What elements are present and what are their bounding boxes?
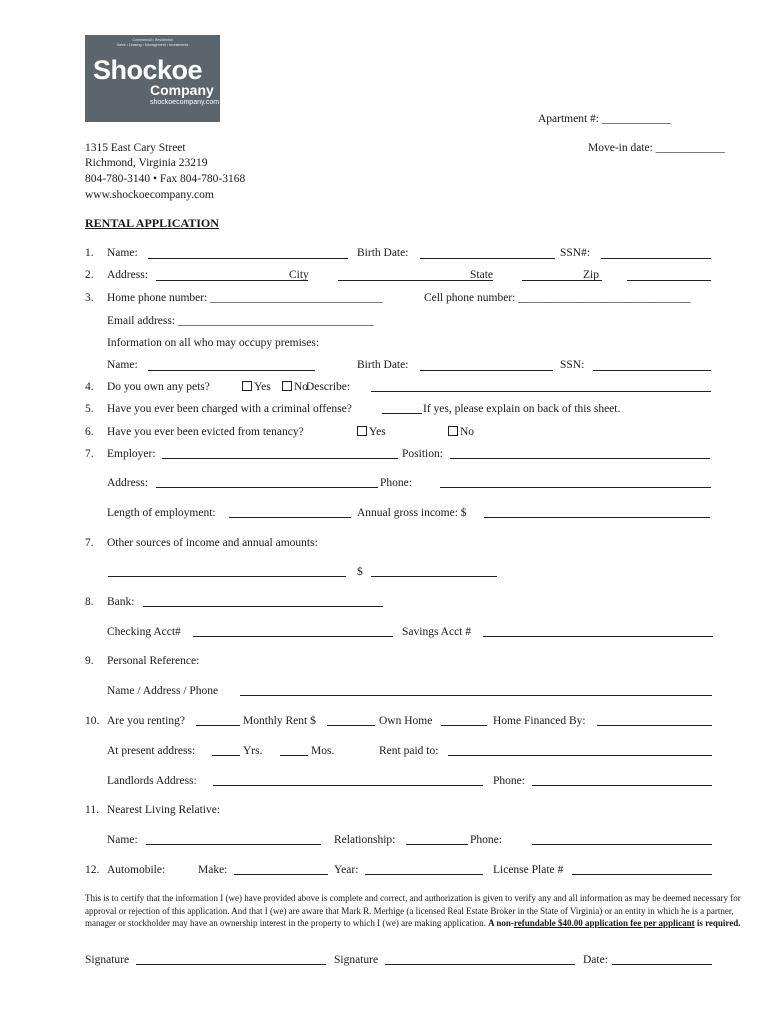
make-label: Make: bbox=[198, 864, 228, 876]
monthly-rent-label: Monthly Rent $ bbox=[243, 715, 316, 727]
address-field[interactable] bbox=[156, 280, 308, 281]
item-number: 9. bbox=[85, 655, 94, 667]
home-financed-field[interactable] bbox=[597, 725, 712, 726]
pets-describe-label: Describe: bbox=[306, 381, 351, 393]
occupant-name-label: Name: bbox=[107, 359, 138, 371]
company-phone-fax: 804-780-3140 • Fax 804-780-3168 bbox=[85, 173, 246, 185]
employer-address-label: Address: bbox=[107, 477, 148, 489]
address-label: Address: bbox=[107, 269, 148, 281]
checking-label: Checking Acct# bbox=[107, 626, 181, 638]
relationship-label: Relationship: bbox=[334, 834, 396, 846]
employer-phone-field[interactable] bbox=[440, 487, 711, 488]
relative-name-label: Name: bbox=[107, 834, 138, 846]
months-label: Mos. bbox=[311, 745, 335, 757]
cell-phone-field[interactable]: Cell phone number: ______________________________ bbox=[424, 292, 691, 304]
employer-address-field[interactable] bbox=[156, 487, 378, 488]
logo-url: shockoecompany.com bbox=[150, 99, 220, 106]
pets-describe-field[interactable] bbox=[371, 391, 711, 392]
eviction-yes-label: Yes bbox=[369, 426, 386, 438]
home-phone-field[interactable]: Home phone number: ______________________________ bbox=[107, 292, 383, 304]
relative-label: Nearest Living Relative: bbox=[107, 804, 221, 816]
ssn-field[interactable] bbox=[601, 258, 711, 259]
criminal-explain-text: If yes, please explain on back of this sheet. bbox=[423, 403, 621, 415]
savings-field[interactable] bbox=[483, 636, 713, 637]
checkbox-icon bbox=[448, 426, 458, 436]
relative-name-field[interactable] bbox=[146, 844, 321, 845]
city-label: City bbox=[289, 269, 309, 281]
automobile-label: Automobile: bbox=[107, 864, 166, 876]
signature-field-2[interactable] bbox=[385, 964, 575, 965]
renting-label: Are you renting? bbox=[107, 715, 185, 727]
home-financed-label: Home Financed By: bbox=[493, 715, 586, 727]
pets-no-label: No bbox=[294, 381, 309, 393]
years-field[interactable] bbox=[212, 755, 240, 756]
zip-label: Zip bbox=[583, 269, 599, 281]
item-number: 7. bbox=[85, 448, 94, 460]
checking-field[interactable] bbox=[193, 636, 393, 637]
fee-notice-c: is required. bbox=[694, 918, 741, 928]
item-number: 12. bbox=[85, 864, 100, 876]
eviction-question: Have you ever been evicted from tenancy? bbox=[107, 426, 304, 438]
state-label: State bbox=[470, 269, 493, 281]
occupant-birth-label: Birth Date: bbox=[357, 359, 409, 371]
fee-notice-b: refundable $40.00 application fee per applicant bbox=[513, 918, 695, 928]
reference-field[interactable] bbox=[240, 695, 712, 696]
zip-field[interactable] bbox=[627, 280, 711, 281]
bank-label: Bank: bbox=[107, 596, 135, 608]
name-label: Name: bbox=[107, 247, 138, 259]
relationship-field[interactable] bbox=[406, 844, 468, 845]
pets-yes-option[interactable] bbox=[242, 380, 271, 394]
company-address-line1: 1315 East Cary Street bbox=[85, 142, 186, 154]
license-plate-field[interactable] bbox=[572, 874, 712, 875]
item-number: 8. bbox=[85, 596, 94, 608]
relative-phone-field[interactable] bbox=[532, 844, 712, 845]
bank-field[interactable] bbox=[143, 606, 383, 607]
present-address-label: At present address: bbox=[107, 745, 196, 757]
rent-paid-field[interactable] bbox=[448, 755, 712, 756]
certification-text bbox=[85, 892, 755, 930]
pets-no-option[interactable] bbox=[282, 380, 308, 394]
date-label: Date: bbox=[583, 954, 608, 966]
other-income-label: Other sources of income and annual amounts: bbox=[107, 537, 318, 549]
employment-length-field[interactable] bbox=[229, 517, 351, 518]
item-number: 3. bbox=[85, 292, 94, 304]
landlord-address-field[interactable] bbox=[213, 785, 483, 786]
birth-date-label: Birth Date: bbox=[357, 247, 409, 259]
occupant-ssn-field[interactable] bbox=[593, 370, 711, 371]
checkbox-icon bbox=[282, 381, 292, 391]
occupant-birth-field[interactable] bbox=[420, 370, 553, 371]
company-logo bbox=[85, 35, 220, 122]
annual-income-field[interactable] bbox=[484, 517, 710, 518]
certification-body: This is to certify that the information I (we) have provided above is complete and correct, and authorization is given to verify any and all information as may be deemed necessary for approval or rejection of this application. And that I (we) are aware that Mark R. Merhige (a licensed Real Estate Broker in the State of Virginia) or an entity in which he is a partner, manager or stockholder may have an ownership interest in the property to which I (we) are making application. bbox=[85, 893, 741, 928]
company-address-line2: Richmond, Virginia 23219 bbox=[85, 157, 208, 169]
other-income-dollar: $ bbox=[357, 566, 363, 578]
annual-income-label: Annual gross income: $ bbox=[357, 507, 467, 519]
logo-name-2: Company bbox=[150, 82, 214, 98]
rent-paid-label: Rent paid to: bbox=[379, 745, 439, 757]
occupant-name-field[interactable] bbox=[148, 370, 315, 371]
reference-label: Personal Reference: bbox=[107, 655, 200, 667]
employer-field[interactable] bbox=[162, 458, 398, 459]
apartment-number-field[interactable]: Apartment #: ____________ bbox=[538, 113, 671, 125]
company-website: www.shockoecompany.com bbox=[85, 189, 214, 201]
savings-label: Savings Acct # bbox=[402, 626, 471, 638]
employer-label: Employer: bbox=[107, 448, 156, 460]
employer-phone-label: Phone: bbox=[380, 477, 412, 489]
item-number: 2. bbox=[85, 269, 94, 281]
other-income-source-field[interactable] bbox=[108, 576, 346, 577]
item-number: 7. bbox=[85, 537, 94, 549]
license-plate-label: License Plate # bbox=[493, 864, 564, 876]
signature-label-1: Signature bbox=[85, 954, 130, 966]
item-number: 4. bbox=[85, 381, 94, 393]
landlord-phone-label: Phone: bbox=[493, 775, 525, 787]
signature-label-2: Signature bbox=[334, 954, 379, 966]
employment-length-label: Length of employment: bbox=[107, 507, 216, 519]
occupant-ssn-label: SSN: bbox=[560, 359, 585, 371]
item-number: 1. bbox=[85, 247, 94, 259]
position-label: Position: bbox=[402, 448, 443, 460]
page-title: RENTAL APPLICATION bbox=[85, 216, 219, 230]
months-field[interactable] bbox=[280, 755, 308, 756]
eviction-no-label: No bbox=[460, 426, 475, 438]
make-field[interactable] bbox=[234, 874, 328, 875]
own-home-label: Own Home bbox=[379, 715, 433, 727]
email-field[interactable]: Email address: __________________________________ bbox=[107, 315, 374, 327]
pets-question: Do you own any pets? bbox=[107, 381, 210, 393]
eviction-no-option[interactable] bbox=[448, 425, 474, 439]
checkbox-icon bbox=[242, 381, 252, 391]
signature-field-1[interactable] bbox=[136, 964, 326, 965]
logo-name-1: Shockoe bbox=[93, 55, 203, 85]
logo-tagline-2: Sales • Leasing • Management • Investments bbox=[116, 43, 189, 47]
criminal-answer-field[interactable] bbox=[382, 413, 422, 414]
checkbox-icon bbox=[357, 426, 367, 436]
birth-date-field[interactable] bbox=[420, 258, 555, 259]
landlord-phone-field[interactable] bbox=[532, 785, 712, 786]
reference-nap-label: Name / Address / Phone bbox=[107, 685, 219, 697]
year-label: Year: bbox=[334, 864, 359, 876]
renting-field[interactable] bbox=[196, 725, 240, 726]
logo-tagline-1: Commercial • Residential bbox=[132, 38, 173, 42]
item-number: 11. bbox=[85, 804, 99, 816]
item-number: 10. bbox=[85, 715, 100, 727]
pets-yes-label: Yes bbox=[254, 381, 271, 393]
relative-phone-label: Phone: bbox=[470, 834, 502, 846]
criminal-question: Have you ever been charged with a criminal offense? bbox=[107, 403, 352, 415]
ssn-label: SSN#: bbox=[560, 247, 591, 259]
own-home-field[interactable] bbox=[441, 725, 487, 726]
date-field[interactable] bbox=[612, 964, 712, 965]
item-number: 6. bbox=[85, 426, 94, 438]
item-number: 5. bbox=[85, 403, 94, 415]
name-field[interactable] bbox=[148, 258, 348, 259]
fee-notice-a: A non- bbox=[488, 918, 514, 928]
landlord-address-label: Landlords Address: bbox=[107, 775, 197, 787]
occupants-label: Information on all who may occupy premises: bbox=[107, 337, 320, 349]
year-field[interactable] bbox=[365, 874, 483, 875]
move-in-date-field[interactable]: Move-in date: ____________ bbox=[588, 142, 725, 154]
monthly-rent-field[interactable] bbox=[327, 725, 375, 726]
other-income-amount-field[interactable] bbox=[371, 576, 497, 577]
position-field[interactable] bbox=[450, 458, 710, 459]
eviction-yes-option[interactable] bbox=[357, 425, 386, 439]
years-label: Yrs. bbox=[243, 745, 263, 757]
